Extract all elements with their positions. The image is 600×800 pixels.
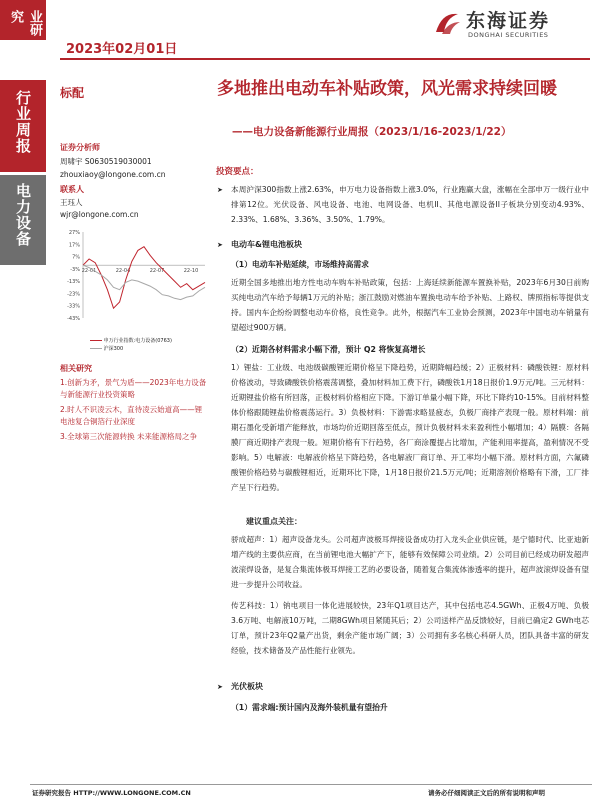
ev-section-heading: 电动车&锂电池板块 — [231, 240, 302, 249]
corner-label-block — [0, 0, 46, 40]
footer-rule — [30, 784, 592, 785]
y-tick-label: -3% — [70, 266, 80, 273]
report-date: 2023年02月01日 — [66, 42, 178, 57]
pv-subheading-1: （1）需求端:预计国内及海外装机量有望抬升 — [231, 703, 388, 712]
bullet-icon: ➤ — [217, 683, 223, 691]
header-rule — [60, 58, 590, 60]
x-tick-label: 22-10 — [183, 268, 199, 275]
related-item[interactable]: 3.全球第三次能源转换 未来能源格局之争 — [60, 432, 198, 441]
recommendation-1: 骄成超声：1）超声设备龙头。公司超声波极耳焊接设备成功打入龙头企业供应链，是宁德时代、比亚迪新增产线的主要供应商，在当前锂电池大幅扩产下，能够有效保障公司业绩。2）公司目前已经成功研发超声波滚焊设备，是复合集流体极耳焊接工艺的必要设备，随着复合集流体渗透率的提升，超声波滚焊设备有望进一步提升公司收益。 — [231, 535, 589, 589]
sidebar-report-type — [0, 80, 46, 172]
y-tick-label: 17% — [68, 242, 80, 249]
summary-paragraph: 本周沪深300指数上涨2.63%，申万电力设备指数上涨3.0%，行业跑赢大盘，涨幅在全部申万一级行业中排第12位。光伏设备、风电设备、电池、电网设备、电机II、其他电源设备II子板块分别变动4.93%、2.33%、1.68%、3.36%、3.50%、1.79%。 — [231, 185, 589, 224]
analyst-label: 证券分析师 — [60, 143, 100, 152]
y-tick-label: -33% — [67, 303, 80, 310]
y-tick-label: 27% — [68, 230, 80, 236]
ev-subheading-1: （1）电动车补贴延续，市场维持高需求 — [231, 260, 369, 269]
contact-email: wjr@longone.com.cn — [60, 210, 139, 219]
report-type-label: 行业周报 — [14, 90, 32, 154]
sidebar-industry — [0, 175, 46, 265]
related-item[interactable]: 1.创新为矛，景气为盾——2023年电力设备与新能源行业投资策略 — [60, 378, 207, 399]
legend-label-sector: 申万行业指数:电力设备(0763) — [103, 338, 172, 344]
legend-item-csi300 — [90, 345, 172, 353]
report-title: 多地推出电动车补贴政策，风光需求持续回暖 — [217, 79, 557, 99]
y-tick-label: 7% — [72, 254, 80, 261]
legend-item-sector — [90, 337, 172, 345]
industry-label: 电力设备 — [14, 183, 32, 247]
ev-paragraph-2: 1）锂盐：工业级、电池级碳酸锂近期价格呈下降趋势，近期降幅趋缓；2）正极材料：磷酸铁锂：原材料价格波动，导致磷酸铁价格震荡调整，叠加材料加工费下行，磷酸铁1月18日报价1.9万元/吨。三元材料：近期锂盐价格有所回落，正极材料价格相应下降。下游订单量小幅下降，环比下降约10-15%。目前材料整体价格跟随锂盐价格震荡运行。3）负极材料：下游需求略显疲态，负极厂商排产表现一般。原材料端：前期石墨化受新增产能释放，市场均价近期回落至低点，预计负极材料未来盈利性小幅增加；4）隔膜：各隔膜厂商近期排产表现一般。短期价格有下行趋势，各厂商涂覆提占比增加，产能利用率提高，盈利情况不受影响。5）电解液：电解液价格呈下降趋势，各电解液厂商订单、开工率均小幅下滑。原材料方面，六氟磷酸锂价格趋势与碳酸锂相近，近期环比下降，1月18日报价21.5万元/吨；近期溶剂价格略有下滑，工厂排产呈下行趋势。 — [231, 363, 589, 492]
logo-en: DONGHAI SECURITIES — [468, 31, 549, 39]
y-tick-label: -23% — [67, 291, 80, 298]
corner-label: 业研究 — [8, 10, 42, 36]
report-subtitle: ——电力设备新能源行业周报（2023/1/16-2023/1/22） — [232, 126, 512, 138]
key-points-heading: 投资要点： — [216, 167, 259, 177]
series-line-0 — [83, 247, 205, 309]
footer-right: 请务必仔细阅读正文后的所有说明和声明 — [428, 789, 545, 797]
y-tick-label: -13% — [67, 279, 80, 286]
recommendation-2: 传艺科技：1）钠电项目一体化进展较快，23年Q1项目达产，其中包括电芯4.5GWh、正极4万吨、负极3.6万吨、电解液10万吨，二期8GWh项目紧随其后；2）公司送样产品反馈较好，目前已确定2 GWh电芯订单，预计23年Q2量产出货，剩余产能市场广阔；3）公司拥有多名核心科研人员，团队具备丰富的研发经验，技术储备及产品性能行业领先。 — [231, 601, 589, 655]
contact-label: 联系人 — [60, 185, 84, 194]
y-tick-label: -43% — [67, 316, 80, 322]
legend-label-csi300: 沪深300 — [103, 346, 124, 352]
pv-section-heading: 光伏板块 — [231, 682, 263, 691]
x-tick-label: 22-04 — [115, 268, 131, 275]
x-tick-label: 22-07 — [149, 268, 165, 275]
related-label: 相关研究 — [60, 364, 92, 373]
rating: 标配 — [60, 86, 85, 100]
contact-name: 王珏人 — [60, 198, 83, 207]
x-tick-label: 22-01 — [81, 268, 97, 275]
bullet-icon: ➤ — [217, 241, 223, 249]
logo-cn: 东海证券 — [466, 10, 551, 32]
ev-subheading-2: （2）近期各材料需求小幅下滑，预计 Q2 将恢复高增长 — [231, 345, 426, 354]
footer-left: 证券研究报告 HTTP://WWW.LONGONE.COM.CN — [32, 789, 191, 797]
recommendation-heading: 建议重点关注： — [246, 517, 302, 526]
analyst-name: 周啸宇 S0630519030001 — [60, 157, 152, 166]
company-logo — [432, 4, 592, 44]
ev-paragraph-1: 近期全国多地推出地方性电动车购车补贴政策，包括：上海延续新能源车置换补贴，2023年6月30日前购买纯电动汽车给予每辆1万元的补贴；浙江鼓励对燃油车置换电动车给予补贴、上路权、牌照指标等提供支持。国内车企纷纷调整电动车价格，良性竞争。此外，根据汽车工业协会预测，2023年中国电动车销量有望超过900万辆。 — [231, 278, 589, 332]
related-item[interactable]: 2.时人不识凌云木，直待凌云始道高——锂电池复合铜箔行业深度 — [60, 405, 203, 426]
analyst-email: zhouxiaoy@longone.com.cn — [60, 170, 166, 179]
logo-emblem-icon — [432, 8, 462, 38]
bullet-icon: ➤ — [217, 186, 223, 194]
chart-legend — [90, 337, 172, 353]
